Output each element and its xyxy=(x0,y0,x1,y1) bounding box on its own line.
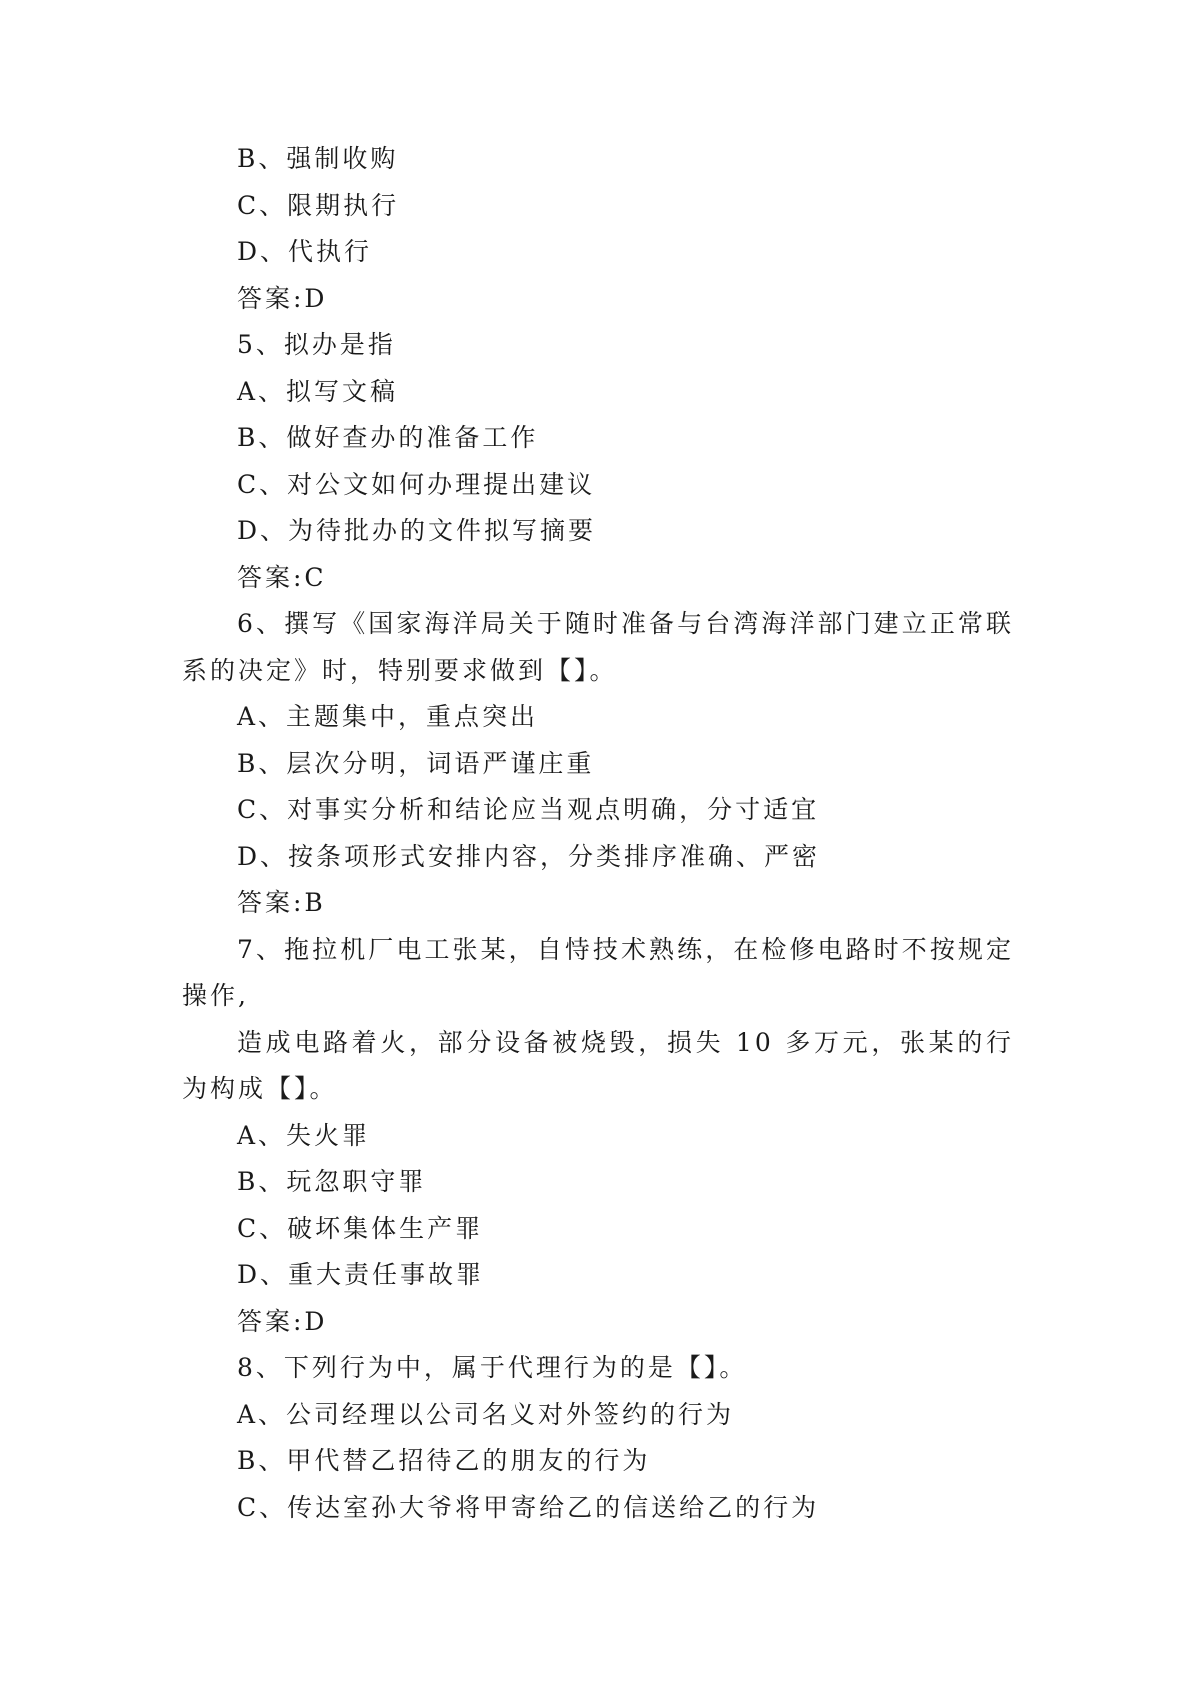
q7-answer: 答案:D xyxy=(237,1306,328,1336)
q7-question-part1: 7、拖拉机厂电工张某，自恃技术熟练，在检修电路时不按规定操作, xyxy=(182,934,1014,1010)
q5-option-c: C、对公文如何办理提出建议 xyxy=(237,469,596,499)
q7-option-b: B、玩忽职守罪 xyxy=(237,1167,427,1196)
q7-option-d: D、重大责任事故罪 xyxy=(237,1260,485,1289)
q5-question: 5、拟办是指 xyxy=(237,330,396,359)
q6-option-d: D、按条项形式安排内容，分类排序准确、严密 xyxy=(237,841,821,871)
q4-answer: 答案:D xyxy=(237,283,328,313)
document-body xyxy=(182,136,1014,1531)
q4-option-c: C、限期执行 xyxy=(237,190,400,220)
q4-option-b: B、强制收购 xyxy=(237,144,399,173)
q7-option-c: C、破坏集体生产罪 xyxy=(237,1213,484,1243)
q5-option-d: D、为待批办的文件拟写摘要 xyxy=(237,516,597,545)
q6-option-c: C、对事实分析和结论应当观点明确，分寸适宜 xyxy=(237,795,820,824)
q6-option-a: A、主题集中，重点突出 xyxy=(237,702,539,731)
q5-option-b: B、做好查办的准备工作 xyxy=(237,423,539,452)
q7-option-a: A、失火罪 xyxy=(237,1120,371,1150)
q7-question-part2: 造成电路着火，部分设备被烧毁，损失 10 多万元，张某的行为构成【】。 xyxy=(182,1027,1014,1103)
q8-option-b: B、甲代替乙招待乙的朋友的行为 xyxy=(237,1446,651,1475)
q6-question: 6、撰写《国家海洋局关于随时准备与台湾海洋部门建立正常联系的决定》时，特别要求做到【】。 xyxy=(182,609,1014,685)
q8-option-c: C、传达室孙大爷将甲寄给乙的信送给乙的行为 xyxy=(237,1492,820,1522)
q4-option-d: D、代执行 xyxy=(237,237,373,266)
q5-answer: 答案:C xyxy=(237,562,327,592)
q8-option-a: A、公司经理以公司名义对外签约的行为 xyxy=(237,1399,735,1429)
q8-question: 8、下列行为中，属于代理行为的是【】。 xyxy=(237,1353,748,1382)
q6-answer: 答案:B xyxy=(237,888,326,917)
q5-option-a: A、拟写文稿 xyxy=(237,376,399,406)
q6-option-b: B、层次分明，词语严谨庄重 xyxy=(237,748,595,778)
